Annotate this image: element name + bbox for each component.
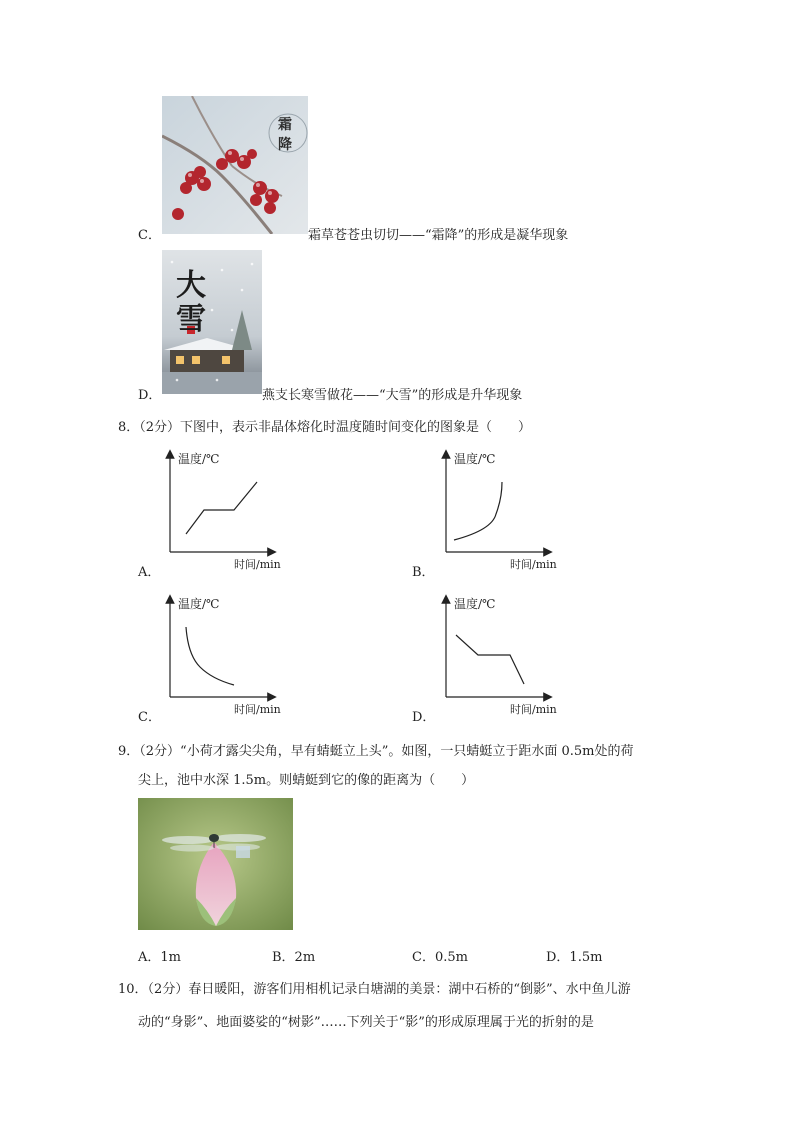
dragonfly-lotus-photo — [138, 798, 293, 930]
frost-berries-photo — [162, 96, 308, 234]
q10-stem-line2: 动的“身影”、地面婆娑的“树影”……下列关于“影”的形成原理属于光的折射的是 — [138, 1015, 594, 1030]
q9-option-c: C．0.5m — [412, 950, 468, 965]
q7-option-d-letter: D． — [138, 388, 162, 403]
graph-d-ylabel: 温度/℃ — [454, 597, 496, 611]
q9-option-d: D．1.5m — [546, 950, 603, 965]
graph-d-letter: D． — [412, 710, 436, 725]
graph-c-letter: C． — [138, 710, 161, 725]
q9-option-b: B．2m — [272, 950, 316, 965]
graph-a — [150, 448, 300, 573]
graph-d-xlabel: 时间/min — [510, 703, 557, 716]
graph-a-ylabel: 温度/℃ — [178, 452, 220, 466]
q7-option-c-letter: C． — [138, 228, 161, 243]
q9-option-a: A．1m — [138, 950, 181, 965]
graph-d-curve — [456, 635, 524, 684]
poster-char-1: 大 — [176, 268, 206, 303]
q7-option-c-caption: 霜草苍苍虫切切——“霜降”的形成是凝华现象 — [308, 228, 569, 243]
stamp-char-1: 霜 — [278, 117, 292, 133]
stamp-char-2: 降 — [278, 137, 292, 153]
graph-b-ylabel: 温度/℃ — [454, 452, 496, 466]
graph-b-letter: B． — [412, 565, 435, 580]
q8-stem: 8．（2分）下图中，表示非晶体熔化时温度随时间变化的图象是（ ） — [118, 420, 532, 435]
graph-a-letter: A． — [138, 565, 161, 580]
graph-c-ylabel: 温度/℃ — [178, 597, 220, 611]
q10-stem-line1: 10．（2分）春日暖阳，游客们用相机记录白塘湖的美景：湖中石桥的“倒影”、水中鱼儿游 — [118, 982, 631, 997]
graph-d — [426, 593, 576, 718]
q9-stem-line2: 尖上，池中水深 1.5m。则蜻蜓到它的像的距离为（ ） — [138, 773, 475, 788]
poster-char-2: 雪 — [176, 302, 206, 337]
graph-b — [426, 448, 576, 573]
graph-c-xlabel: 时间/min — [234, 703, 281, 716]
graph-c — [150, 593, 300, 718]
graph-c-curve — [186, 627, 234, 685]
heavy-snow-poster — [162, 250, 262, 394]
q7-option-d-caption: 燕支长寒雪做花——“大雪”的形成是升华现象 — [262, 388, 523, 403]
q9-stem-line1: 9．（2分）“小荷才露尖尖角，早有蜻蜓立上头”。如图，一只蜻蜓立于距水面 0.5m处的荷 — [118, 744, 634, 759]
graph-a-curve — [186, 482, 257, 534]
graph-b-curve — [454, 482, 502, 540]
graph-a-xlabel: 时间/min — [234, 558, 281, 571]
graph-b-xlabel: 时间/min — [510, 558, 557, 571]
